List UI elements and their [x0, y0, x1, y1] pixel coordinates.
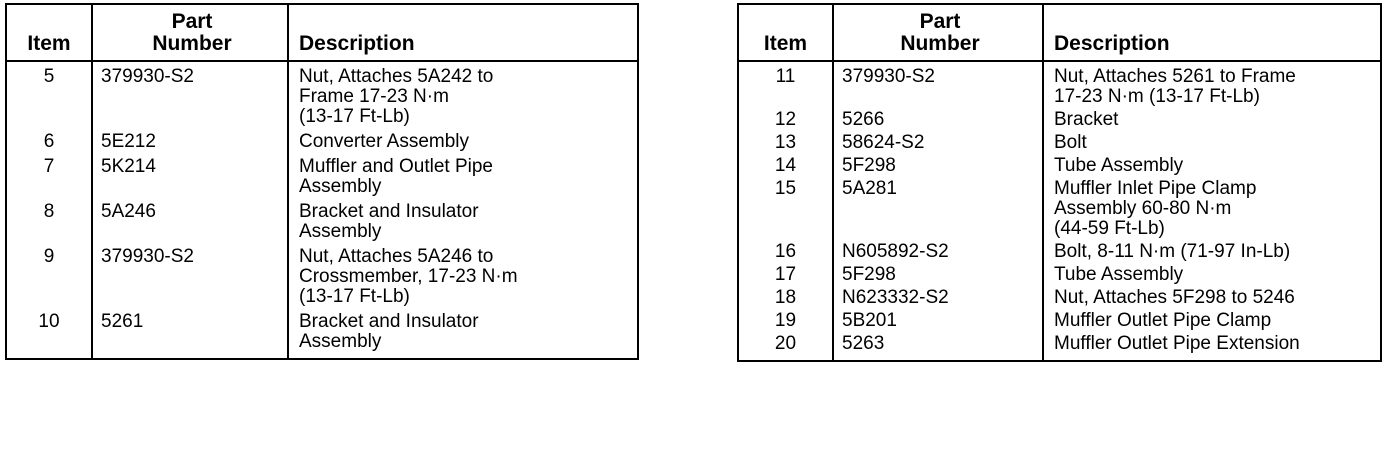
- item-number: 12: [774, 109, 797, 130]
- table-row: [738, 154, 1381, 177]
- part-description: Bracket: [1043, 108, 1381, 131]
- table-row: [6, 198, 638, 243]
- table-row: [738, 332, 1381, 361]
- table-row: [738, 240, 1381, 263]
- part-number: 58624-S2: [833, 131, 1043, 154]
- part-description: Converter Assembly: [288, 128, 638, 153]
- header-part-number: Part Number: [92, 4, 288, 61]
- part-number: 5A281: [833, 177, 1043, 240]
- part-description: Nut, Attaches 5A242 to Frame 17-23 N·m (13-17 Ft-Lb): [288, 61, 638, 128]
- item-number: 6: [43, 131, 55, 152]
- part-number: N623332-S2: [833, 286, 1043, 309]
- part-number: 5K214: [92, 153, 288, 198]
- table-row: [738, 177, 1381, 240]
- part-description: Muffler Outlet Pipe Extension: [1043, 332, 1381, 361]
- table-row: [6, 128, 638, 153]
- part-description: Bolt, 8-11 N·m (71-97 In-Lb): [1043, 240, 1381, 263]
- part-number: 5E212: [92, 128, 288, 153]
- parts-table-left: [5, 3, 639, 360]
- part-number: 379930-S2: [833, 61, 1043, 108]
- item-number: 19: [774, 310, 797, 331]
- item-number: 7: [43, 156, 55, 177]
- item-number: 11: [775, 66, 796, 87]
- item-number: 9: [43, 246, 55, 267]
- header-description: Description: [1043, 4, 1381, 61]
- part-number: 379930-S2: [92, 61, 288, 128]
- part-number: 5263: [833, 332, 1043, 361]
- table-row: [738, 263, 1381, 286]
- table-header-row: [738, 4, 1381, 61]
- part-description: Muffler Inlet Pipe Clamp Assembly 60-80 N·m (44-59 Ft-Lb): [1043, 177, 1381, 240]
- item-number: 15: [774, 178, 797, 199]
- part-description: Tube Assembly: [1043, 263, 1381, 286]
- part-number: 5B201: [833, 309, 1043, 332]
- part-number: 5F298: [833, 263, 1043, 286]
- table-row: [738, 131, 1381, 154]
- item-number: 16: [774, 241, 797, 262]
- part-description: Bracket and Insulator Assembly: [288, 198, 638, 243]
- item-number: 13: [774, 132, 797, 153]
- part-number: 5A246: [92, 198, 288, 243]
- item-number: 10: [38, 311, 60, 332]
- item-number: 14: [774, 155, 797, 176]
- part-description: Nut, Attaches 5A246 to Crossmember, 17-23 N·m (13-17 Ft-Lb): [288, 243, 638, 308]
- part-description: Bolt: [1043, 131, 1381, 154]
- part-description: Nut, Attaches 5261 to Frame 17-23 N·m (13-17 Ft-Lb): [1043, 61, 1381, 108]
- part-number: 5266: [833, 108, 1043, 131]
- part-number: 379930-S2: [92, 243, 288, 308]
- table-row: [738, 286, 1381, 309]
- part-description: Muffler and Outlet Pipe Assembly: [288, 153, 638, 198]
- item-number: 5: [43, 66, 55, 87]
- part-description: Nut, Attaches 5F298 to 5246: [1043, 286, 1381, 309]
- table-row: [6, 153, 638, 198]
- parts-table-right: [737, 3, 1382, 362]
- part-number: 5261: [92, 308, 288, 359]
- table-row: [738, 108, 1381, 131]
- header-description: Description: [288, 4, 638, 61]
- table-row: [6, 243, 638, 308]
- part-description: Muffler Outlet Pipe Clamp: [1043, 309, 1381, 332]
- header-item: Item: [6, 4, 92, 61]
- table-row: [6, 61, 638, 128]
- part-number: N605892-S2: [833, 240, 1043, 263]
- table-row: [738, 61, 1381, 108]
- table-row: [6, 308, 638, 359]
- item-number: 17: [774, 264, 797, 285]
- header-part-number: Part Number: [833, 4, 1043, 61]
- header-item: Item: [738, 4, 833, 61]
- item-number: 8: [43, 201, 55, 222]
- table-row: [738, 309, 1381, 332]
- part-number: 5F298: [833, 154, 1043, 177]
- item-number: 18: [774, 287, 797, 308]
- table-header-row: [6, 4, 638, 61]
- part-description: Tube Assembly: [1043, 154, 1381, 177]
- item-number: 20: [774, 333, 797, 354]
- part-description: Bracket and Insulator Assembly: [288, 308, 638, 359]
